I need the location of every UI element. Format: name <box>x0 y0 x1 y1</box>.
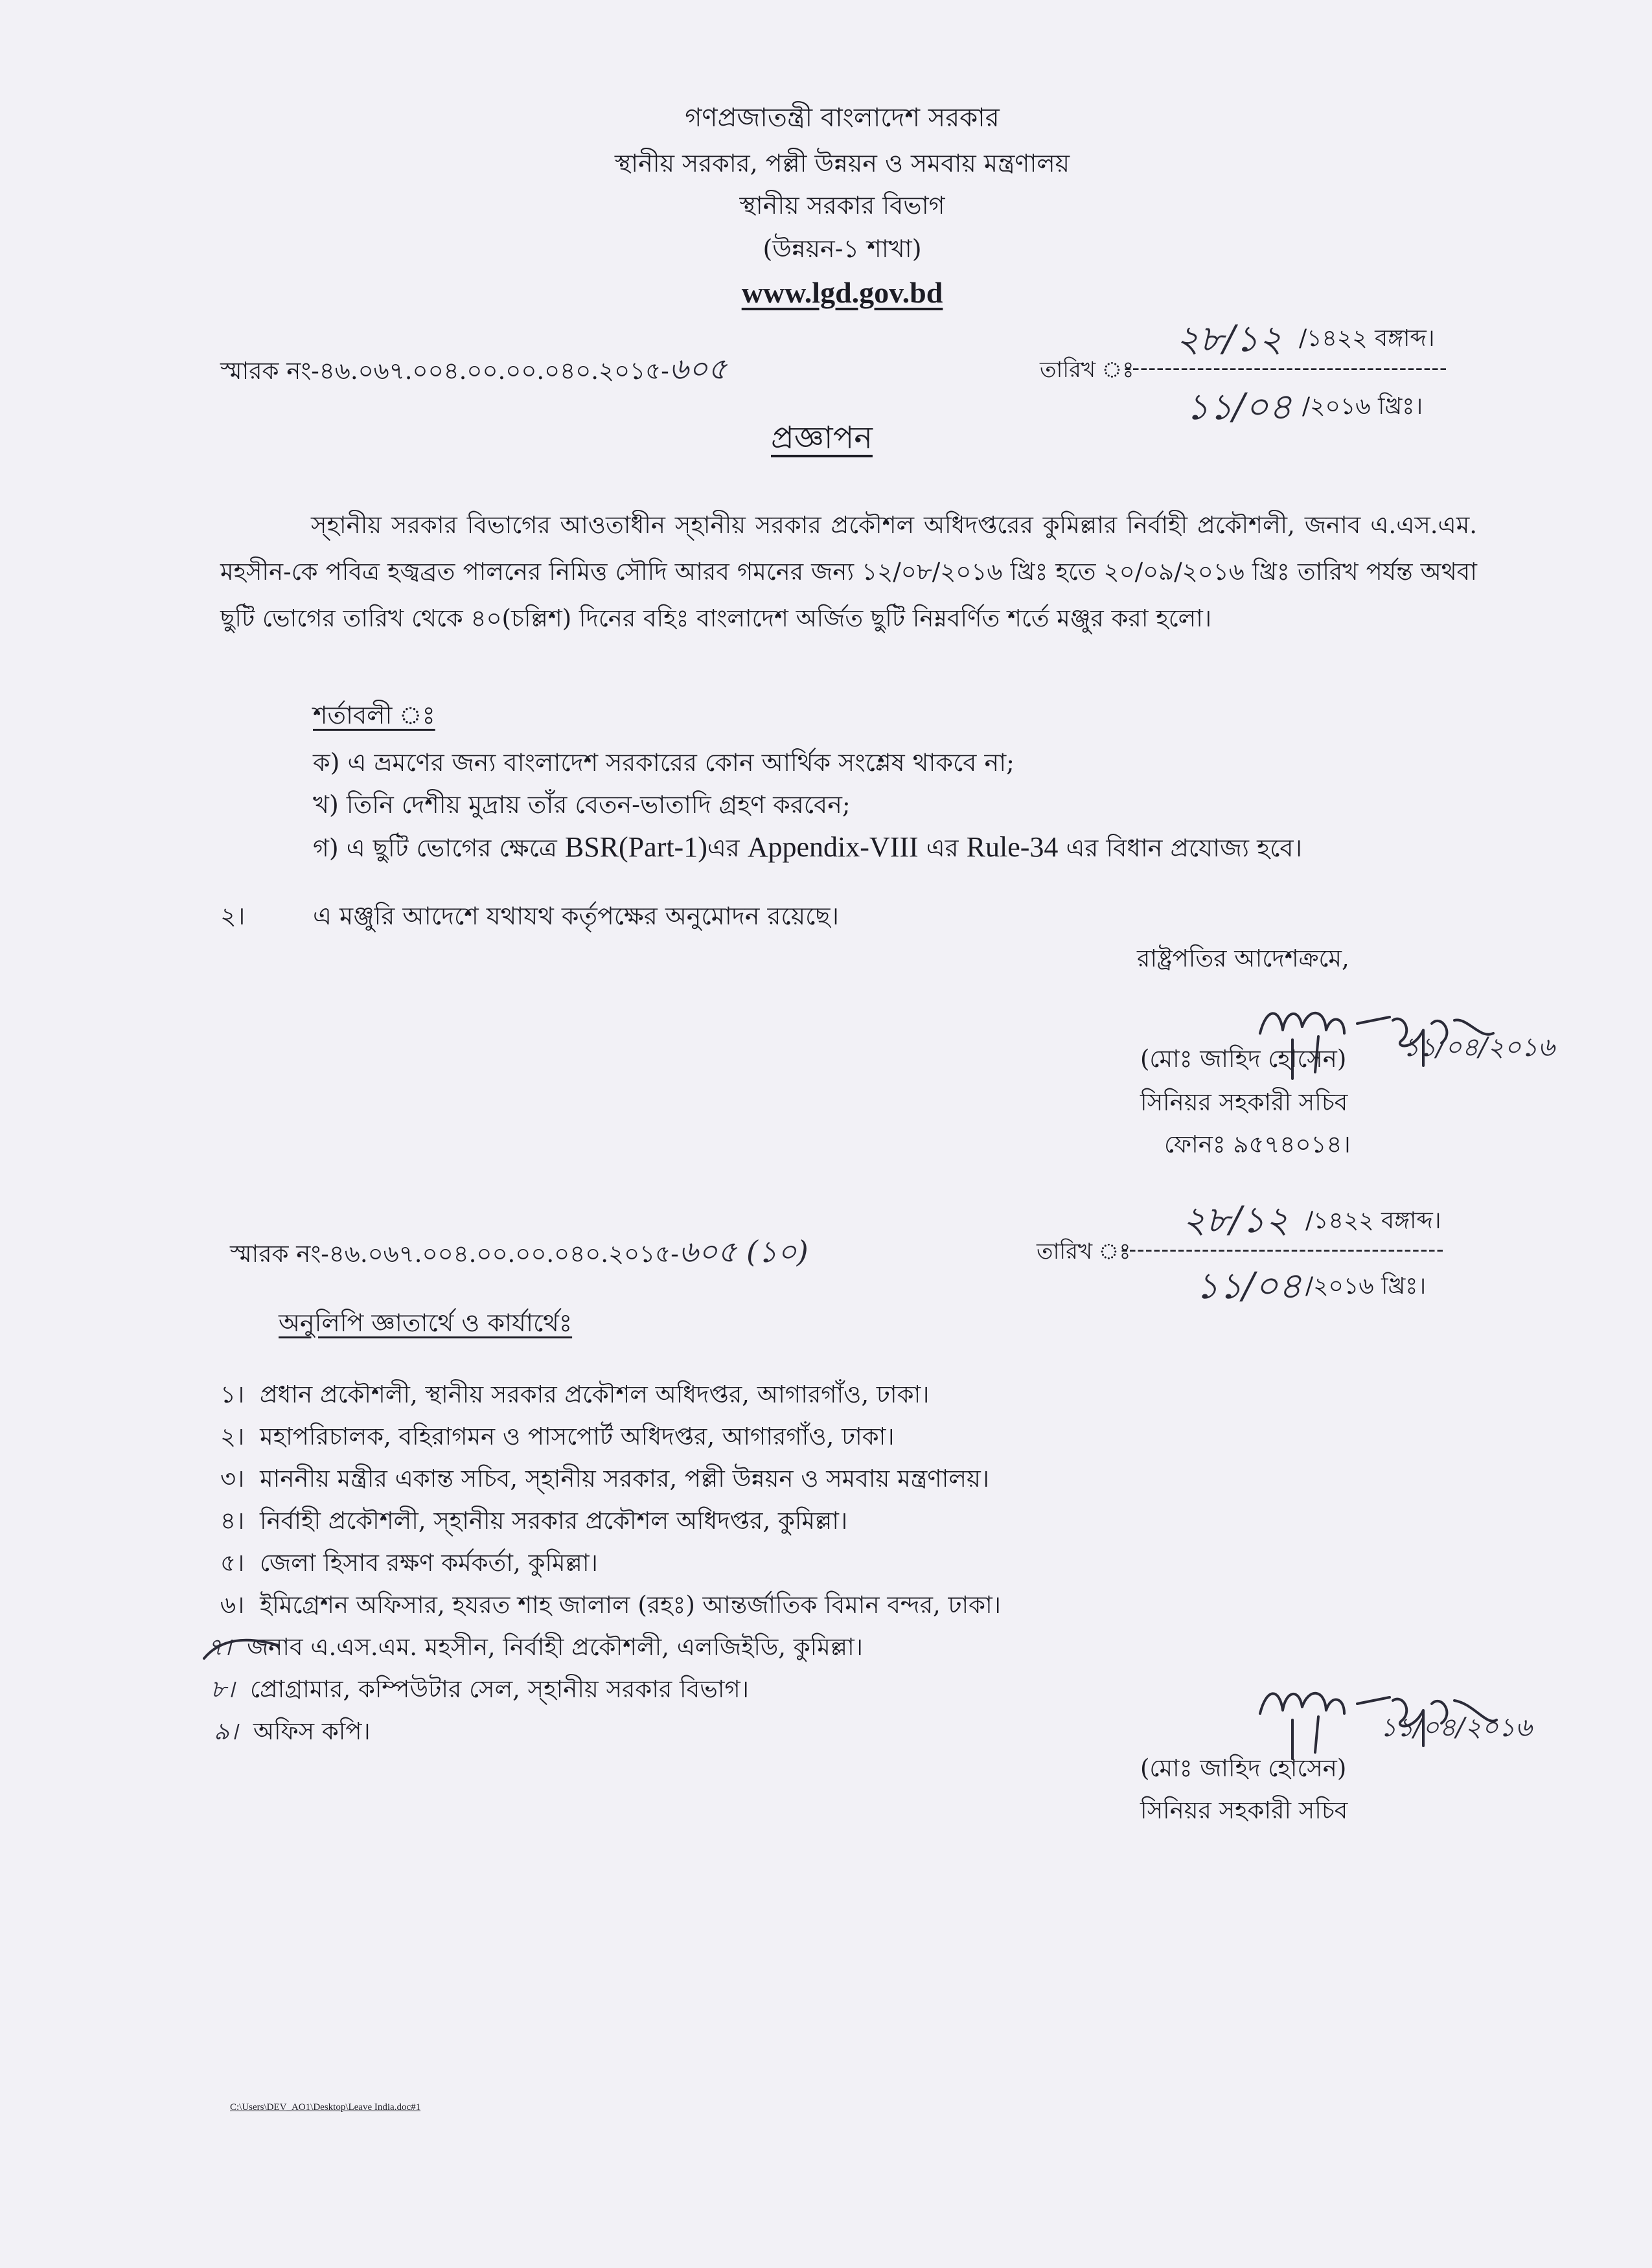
copy-heading: অনুলিপি জ্ঞাতার্থে ও কার্যার্থেঃ <box>279 1309 573 1337</box>
memo-number-text: স্মারক নং-৪৬.০৬৭.০০৪.০০.০০.০৪০.২০১৫- <box>220 357 669 385</box>
recipient-text: মাননীয় মন্ত্রীর একান্ত সচিব, স্হানীয় সরকার, পল্লী উন্নয়ন ও সমবায় মন্ত্রণালয়। <box>260 1465 990 1493</box>
govt-name: গণপ্রজাতন্ত্রী বাংলাদেশ সরকার <box>685 103 1000 133</box>
signatory-phone: ফোনঃ ৯৫৭৪০১৪। <box>1164 1130 1351 1158</box>
recipient-number: ৪। <box>220 1507 245 1535</box>
recipient-text: ইমিগ্রেশন অফিসার, হযরত শাহ জালাল (রহঃ) আন্তর্জাতিক বিমান বন্দর, ঢাকা। <box>260 1591 1001 1619</box>
recipient-text: জনাব এ.এস.এম. মহসীন, নির্বাহী প্রকৌশলী, এলজিইডি, কুমিল্লা। <box>247 1633 864 1661</box>
memo-2-english-date-suffix: /২০১৬ খ্রিঃ। <box>1305 1273 1427 1300</box>
main-paragraph: স্হানীয় সরকার বিভাগের আওতাধীন স্হানীয় সরকার প্রকৌশল অধিদপ্তরের কুমিল্লার নির্বাহী প্রকৌশলী, জনাব এ.এস.এম. মহসীন-কে পবিত্র হজ্বব্রত পালনের নিমিত্ত সৌদি আরব গমনের জন্য ১২/০৮/২০১৬ খ্রিঃ হতে ২০/০৯/২০১৬ খ্রিঃ তারিখ পর্যন্ত অথবা ছুটি ভোগের তারিখ থেকে ৪০(চল্লিশ) দিনের বহিঃ বাংলাদেশ অর্জিত ছুটি নিম্নবর্ণিত শর্তে মঞ্জুর করা হলো। <box>220 511 1477 632</box>
signatory-2-designation: সিনিয়র সহকারী সচিব <box>1140 1796 1348 1824</box>
condition-3-bsr: BSR(Part-1) <box>564 831 707 863</box>
recipient-text: নির্বাহী প্রকৌশলী, স্হানীয় সরকার প্রকৌশল অধিদপ্তর, কুমিল্লা। <box>260 1507 848 1535</box>
recipient-text: মহাপরিচালক, বহিরাগমন ও পাসপোর্ট অধিদপ্তর, আগারগাঁও, ঢাকা। <box>260 1423 895 1450</box>
condition-1: ক) এ ভ্রমণের জন্য বাংলাদেশ সরকারের কোন আর্থিক সংশ্লেষ থাকবে না; <box>313 748 1015 777</box>
memo-2-date-dashes: ---------------------------------------- <box>1121 1237 1445 1263</box>
memo-2-number-text: স্মারক নং-৪৬.০৬৭.০০৪.০০.০০.০৪০.২০১৫- <box>230 1240 679 1268</box>
memo-2-number-handwritten: ৬০৫ (১০) <box>678 1234 809 1269</box>
bangla-date-suffix: /১৪২২ বঙ্গাব্দ। <box>1299 325 1435 352</box>
english-date-handwritten: ১১/০৪ <box>1186 386 1292 428</box>
condition-2: খ) তিনি দেশীয় মুদ্রায় তাঁর বেতন-ভাতাদি গ্রহণ করবেন; <box>313 790 851 819</box>
condition-3 <box>313 829 1302 871</box>
date-label: তারিখ ঃ <box>1040 357 1134 383</box>
condition-3-appendix: Appendix-VIII <box>747 831 919 863</box>
recipient-text: জেলা হিসাব রক্ষণ কর্মকর্তা, কুমিল্লা। <box>260 1549 598 1577</box>
recipient-number: ৬। <box>220 1591 245 1619</box>
by-order-of-president: রাষ্ট্রপতির আদেশক্রমে, <box>1137 945 1349 972</box>
notification-title: প্রজ্ঞাপন <box>771 420 873 456</box>
condition-3-part-g: এর বিধান প্রযোজ্য হবে। <box>1058 834 1303 862</box>
bangla-date-handwritten: ২৮/১২ <box>1176 318 1283 360</box>
recipient-number: ৩। <box>220 1465 245 1493</box>
recipient-7 <box>207 1628 863 1669</box>
recipient-7-tick-mark <box>201 1632 285 1665</box>
memo-2-bangla-date-suffix: /১৪২২ বঙ্গাব্দ। <box>1305 1208 1441 1234</box>
recipient-number-handwritten: ৯। <box>214 1717 238 1745</box>
signatory-2-name: (মোঃ জাহিদ হোসেন) <box>1140 1754 1347 1782</box>
condition-3-rule: Rule-34 <box>966 831 1059 863</box>
recipient-text: প্রোগ্রামার, কম্পিউটার সেল, স্হানীয় সরকার বিভাগ। <box>250 1675 749 1703</box>
signatory-name: (মোঃ জাহিদ হোসেন) <box>1140 1045 1347 1073</box>
signature-1-date: ১১/০৪/২০১৬ <box>1403 1033 1555 1062</box>
recipient-8 <box>211 1670 749 1711</box>
memo-2-english-date-handwritten: ১১/০৪ <box>1195 1265 1302 1307</box>
item-2-text: এ মঞ্জুরি আদেশে যথাযথ কর্তৃপক্ষের অনুমোদন রয়েছে। <box>313 902 839 930</box>
recipient-text: অফিস কপি। <box>253 1717 371 1745</box>
division-name: স্থানীয় সরকার বিভাগ <box>739 191 945 220</box>
memo-number-handwritten: ৬০৫ <box>669 351 728 386</box>
recipient-text: প্রধান প্রকৌশলী, স্থানীয় সরকার প্রকৌশল অধিদপ্তর, আগারগাঁও, ঢাকা। <box>260 1380 930 1408</box>
recipient-number-handwritten: ৮। <box>211 1675 235 1703</box>
memo-number <box>220 347 727 396</box>
memo-2-number <box>230 1230 809 1279</box>
recipient-number: ১। <box>220 1380 245 1408</box>
branch-name: (উন্নয়ন-১ শাখা) <box>763 235 922 263</box>
recipient-1 <box>220 1375 929 1416</box>
condition-3-part-a: গ) এ ছুটি ভোগের ক্ষেত্রে <box>313 834 565 862</box>
recipient-2 <box>220 1417 895 1458</box>
english-date-suffix: /২০১৬ খ্রিঃ। <box>1302 393 1423 420</box>
conditions-heading: শর্তাবলী ঃ <box>313 701 435 729</box>
ministry-name: স্থানীয় সরকার, পল্লী উন্নয়ন ও সমবায় মন্ত্রণালয় <box>614 149 1070 178</box>
recipient-number: ২। <box>220 1423 245 1450</box>
memo-2-date-label: তারিখ ঃ <box>1037 1239 1131 1265</box>
recipient-3 <box>220 1460 989 1500</box>
signature-2-date: ১১/০৪/২০১৬ <box>1380 1713 1532 1743</box>
recipient-number: ৫। <box>220 1549 245 1577</box>
recipient-number-handwritten: ৭। <box>207 1633 232 1661</box>
recipient-9 <box>214 1712 371 1753</box>
recipient-6 <box>220 1586 1001 1627</box>
condition-3-part-e: এর <box>918 834 967 862</box>
memo-2-bangla-date-handwritten: ২৮/১২ <box>1182 1199 1289 1241</box>
recipient-4 <box>220 1502 847 1542</box>
item-2-number: ২। <box>220 902 246 930</box>
date-dashes: ---------------------------------------- <box>1124 355 1448 381</box>
file-path-footer: C:\Users\DEV_AO1\Desktop\Leave India.doc#1 <box>230 2102 421 2113</box>
signatory-designation: সিনিয়র সহকারী সচিব <box>1140 1088 1348 1116</box>
condition-3-part-c: এর <box>707 834 748 862</box>
website-link[interactable]: www.lgd.gov.bd <box>741 276 943 309</box>
recipient-5 <box>220 1544 598 1585</box>
